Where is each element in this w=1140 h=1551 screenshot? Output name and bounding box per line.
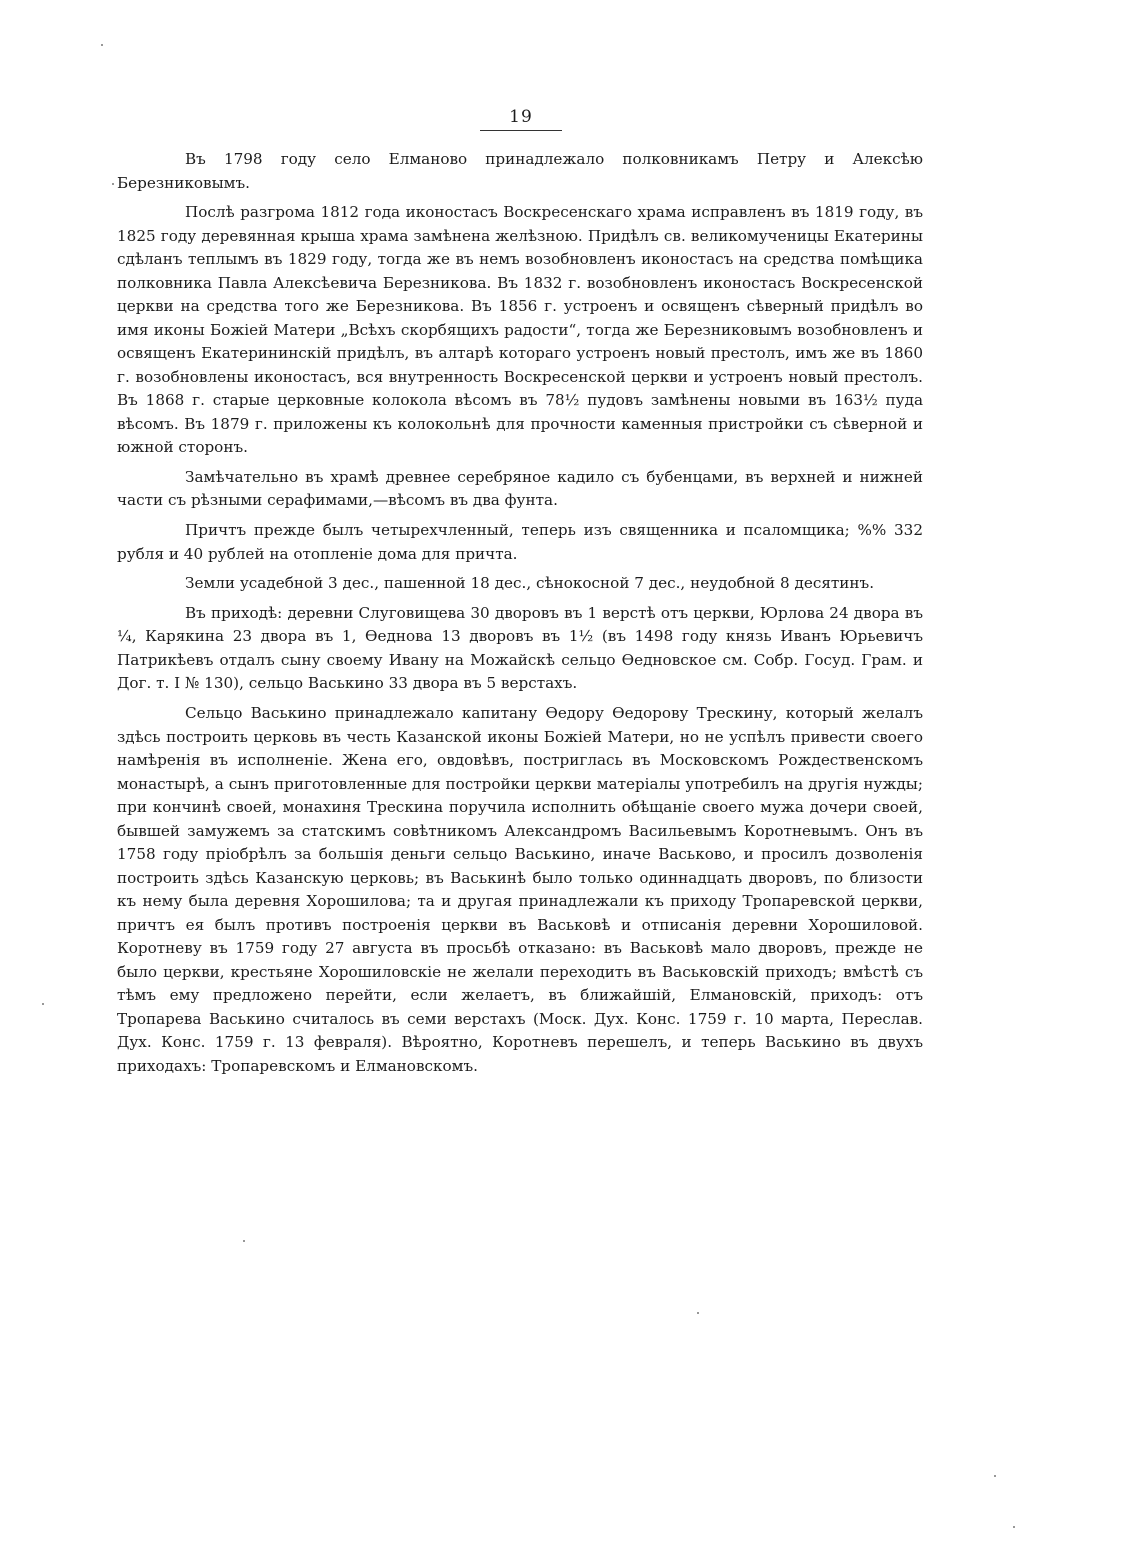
- scan-speck: [243, 1240, 245, 1242]
- scan-speck: [112, 183, 114, 185]
- paragraph: Послѣ разгрома 1812 года иконостасъ Воскресенскаго храма исправленъ въ 1819 году, въ 1825 году деревянная крыша храма замѣнена желѣзною. Придѣлъ св. великомученицы Екатерины сдѣланъ теплымъ въ 1829 году, тогда же въ немъ возобновленъ иконостасъ на средства помѣщика полковника Павла Алексѣевича Березникова. Въ 1832 г. возобновленъ иконостасъ Воскресенской церкви на средства того же Березникова. Въ 1856 г. устроенъ и освященъ сѣверный придѣлъ во имя иконы Божіей Матери „Всѣхъ скорбящихъ радости“, тогда же Березниковымъ возобновленъ и освященъ Екатерининскій придѣлъ, въ алтарѣ котораго устроенъ новый престолъ, имъ же въ 1860 г. возобновлены иконостасъ, вся внутренность Воскресенской церкви и устроенъ новый престолъ. Въ 1868 г. старые церковные колокола вѣсомъ въ 78½ пудовъ замѣнены новыми въ 163½ пуда вѣсомъ. Въ 1879 г. приложены къ колокольнѣ для прочности каменныя пристройки съ сѣверной и южной сторонъ.: [117, 203, 923, 457]
- paragraph: Въ 1798 году село Елманово принадлежало полковникамъ Петру и Алексѣю Березниковымъ.: [117, 150, 923, 192]
- body-text: [117, 148, 923, 1084]
- page-number-rule: [480, 130, 562, 131]
- paragraph: Земли усадебной 3 дес., пашенной 18 дес., сѣнокосной 7 дес., неудобной 8 десятинъ.: [185, 574, 875, 593]
- scan-speck: [994, 1475, 996, 1477]
- paragraph: Въ приходѣ: деревни Слуговищева 30 дворовъ въ 1 верстѣ отъ церкви, Юрлова 24 двора въ ¼, Карякина 23 двора въ 1, Ѳеднова 13 дворовъ въ 1½ (въ 1498 году князь Иванъ Юрьевичъ Патрикѣевъ отдалъ сыну своему Ивану на Можайскѣ сельцо Ѳедновское см. Собр. Госуд. Грам. и Дог. т. I № 130), сельцо Васькино 33 двора въ 5 верстахъ.: [117, 603, 923, 693]
- scan-speck: [1013, 1526, 1015, 1528]
- paragraph: Сельцо Васькино принадлежало капитану Ѳедору Ѳедорову Трескину, который желалъ здѣсь построить церковь въ честь Казанской иконы Божіей Матери, но не успѣлъ привести своего намѣренія въ исполненіе. Жена его, овдовѣвъ, постриглась въ Московскомъ Рождественскомъ монастырѣ, а сынъ приготовленные для постройки церкви матеріалы употребилъ на другія нужды; при кончинѣ своей, монахиня Трескина поручила исполнить обѣщаніе своего мужа дочери своей, бывшей замужемъ за статскимъ совѣтникомъ Александромъ Васильевымъ Коротневымъ. Онъ въ 1758 году пріобрѣлъ за большія деньги сельцо Васькино, иначе Васьково, и просилъ дозволенія построить здѣсь Казанскую церковь; въ Васькинѣ было только одиннадцать дворовъ, по близости къ нему была деревня Хорошилова; та и другая принадлежали къ приходу Тропаревской церкви, причтъ ея былъ противъ построенія церкви въ Васьковѣ и отписанія деревни Хорошиловой. Коротневу въ 1759 году 27 августа въ просьбѣ отказано: въ Васьковѣ мало дворовъ, прежде не было церкви, крестьяне Хорошиловскіе не желали переходить въ Васьковскій приходъ; вмѣстѣ съ тѣмъ ему предложено перейти, если желаетъ, въ ближайшій, Елмановскій, приходъ: отъ Тропарева Васькино считалось въ семи верстахъ (Моск. Дух. Конс. 1759 г. 10 марта, Переслав. Дух. Конс. 1759 г. 13 февраля). Вѣроятно, Коротневъ перешелъ, и теперь Васькино въ двухъ приходахъ: Тропаревскомъ и Елмановскомъ.: [117, 704, 923, 1075]
- scan-speck: [697, 1312, 699, 1314]
- paragraph: Замѣчательно въ храмѣ древнее серебряное кадило съ бубенцами, въ верхней и нижней части съ рѣзными серафимами,—вѣсомъ въ два фунта.: [117, 467, 923, 510]
- scan-speck: [101, 44, 103, 46]
- paragraph: Причтъ прежде былъ четырехчленный, теперь изъ священника и псаломщика; %% 332 рубля и 40 рублей на отопленіе дома для причта.: [117, 521, 923, 563]
- scan-speck: [42, 1003, 44, 1005]
- page-number: 19: [509, 107, 533, 127]
